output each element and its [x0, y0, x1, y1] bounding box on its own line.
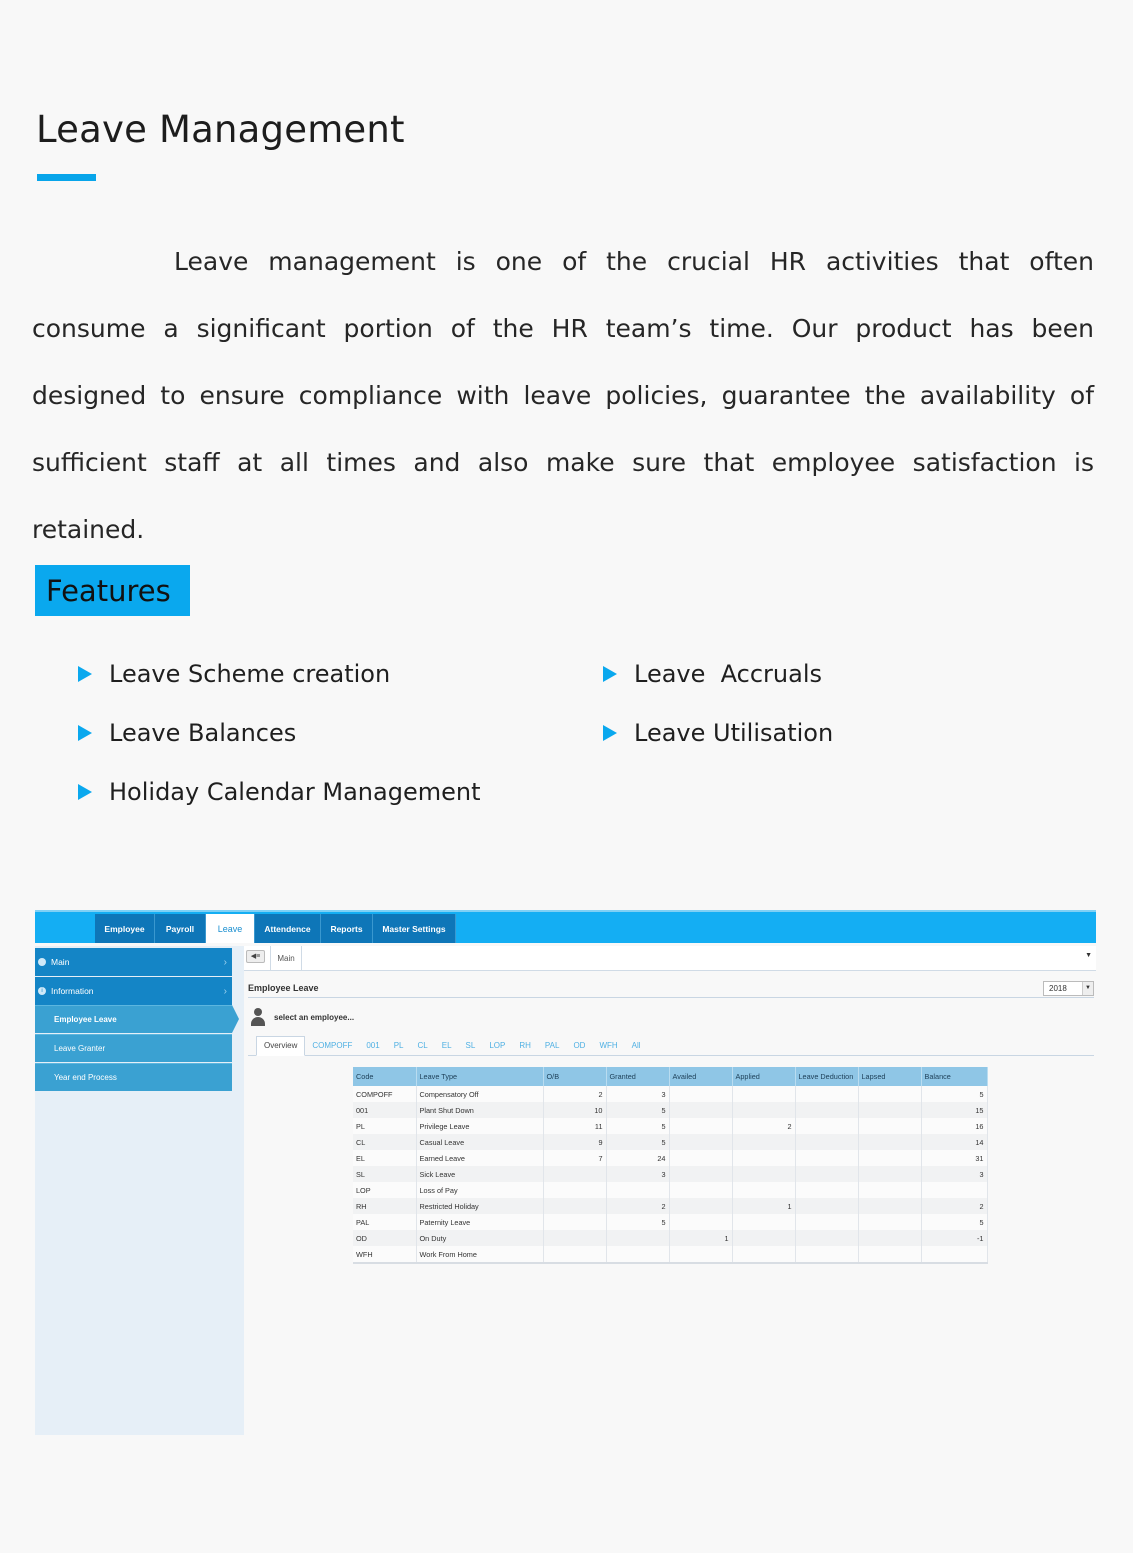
chevron-right-icon: › [223, 985, 227, 997]
triangle-bullet-icon [78, 784, 92, 800]
table-cell [858, 1102, 921, 1118]
feature-item [78, 660, 390, 688]
table-cell: LOP [353, 1182, 416, 1198]
table-row[interactable] [353, 1246, 987, 1263]
table-cell: 16 [921, 1118, 987, 1134]
feature-label: Leave Scheme creation [109, 660, 391, 688]
table-cell [669, 1118, 732, 1134]
feature-item [78, 778, 480, 806]
employee-placeholder: select an employee... [274, 1012, 355, 1022]
table-cell: 9 [543, 1134, 606, 1150]
table-cell [858, 1230, 921, 1246]
table-cell [921, 1246, 987, 1263]
table-cell: -1 [921, 1230, 987, 1246]
tab-compoff[interactable]: COMPOFF [312, 1041, 353, 1050]
table-cell: 5 [921, 1086, 987, 1102]
table-cell [732, 1166, 795, 1182]
triangle-bullet-icon [78, 725, 92, 741]
table-body [353, 1086, 987, 1263]
tab-bar [244, 946, 1096, 971]
table-cell [921, 1182, 987, 1198]
leave-balance-table [353, 1067, 988, 1264]
leave-type-tabs [248, 1034, 1094, 1056]
table-row[interactable] [353, 1214, 987, 1230]
table-cell [795, 1214, 858, 1230]
table-cell: 001 [353, 1102, 416, 1118]
table-header-row [353, 1067, 987, 1086]
tab-lop[interactable]: LOP [489, 1041, 506, 1050]
table-cell: 14 [921, 1134, 987, 1150]
table-cell [669, 1198, 732, 1214]
table-cell: 5 [921, 1214, 987, 1230]
tab-main[interactable]: Main [270, 946, 302, 970]
table-cell: 1 [669, 1230, 732, 1246]
column-header[interactable]: Lapsed [858, 1067, 921, 1086]
tab-wfh[interactable]: WFH [599, 1041, 618, 1050]
table-cell [732, 1102, 795, 1118]
feature-label: Holiday Calendar Management [109, 778, 481, 806]
table-cell [858, 1214, 921, 1230]
sidebar-item-label: Main [51, 957, 70, 967]
table-cell [858, 1198, 921, 1214]
app-screenshot [35, 910, 1096, 1435]
table-cell [858, 1086, 921, 1102]
table-cell [606, 1246, 669, 1263]
table-row[interactable] [353, 1086, 987, 1102]
table-cell [795, 1086, 858, 1102]
feature-label: Leave Balances [109, 719, 297, 747]
table-cell: EL [353, 1150, 416, 1166]
table-cell [858, 1150, 921, 1166]
sidebar [35, 946, 244, 1435]
table-cell: OD [353, 1230, 416, 1246]
table-cell: On Duty [416, 1230, 543, 1246]
triangle-bullet-icon [603, 725, 617, 741]
table-cell [543, 1214, 606, 1230]
table-cell: 2 [732, 1118, 795, 1134]
tab-rh[interactable]: RH [519, 1041, 531, 1050]
table-cell [795, 1246, 858, 1263]
table-cell: 3 [921, 1166, 987, 1182]
table-cell: PL [353, 1118, 416, 1134]
table-cell [732, 1246, 795, 1263]
table-cell [732, 1230, 795, 1246]
table-row[interactable] [353, 1182, 987, 1198]
table-cell: CL [353, 1134, 416, 1150]
top-navbar [35, 910, 1096, 943]
table-cell: Paternity Leave [416, 1214, 543, 1230]
tab-sl[interactable]: SL [465, 1041, 476, 1050]
table-cell: 24 [606, 1150, 669, 1166]
table-cell [795, 1166, 858, 1182]
table-row[interactable] [353, 1134, 987, 1150]
caret-down-icon[interactable]: ▼ [1085, 952, 1092, 959]
table-cell: RH [353, 1198, 416, 1214]
table-cell [858, 1166, 921, 1182]
feature-label: Leave Accruals [634, 660, 822, 688]
table-cell [669, 1214, 732, 1230]
table-cell: 7 [543, 1150, 606, 1166]
table-cell: SL [353, 1166, 416, 1182]
table-cell [669, 1086, 732, 1102]
table-cell [858, 1118, 921, 1134]
table-cell [732, 1214, 795, 1230]
tab-cl[interactable]: CL [417, 1041, 428, 1050]
divider [248, 997, 1094, 998]
table-row[interactable] [353, 1230, 987, 1246]
back-icon[interactable]: ◀≡ [246, 950, 265, 963]
table-cell [732, 1150, 795, 1166]
table-cell [795, 1198, 858, 1214]
table-cell: Restricted Holiday [416, 1198, 543, 1214]
table-cell [669, 1182, 732, 1198]
table-cell: 2 [921, 1198, 987, 1214]
column-header[interactable]: Leave Type [416, 1067, 543, 1086]
table-cell: Plant Shut Down [416, 1102, 543, 1118]
table-cell [606, 1182, 669, 1198]
column-header[interactable]: Code [353, 1067, 416, 1086]
table-cell: 31 [921, 1150, 987, 1166]
feature-label: Leave Utilisation [634, 719, 834, 747]
year-select[interactable] [1043, 981, 1094, 996]
table-cell [669, 1166, 732, 1182]
employee-selector[interactable] [250, 1008, 354, 1026]
table-cell: 2 [543, 1086, 606, 1102]
table-cell: Work From Home [416, 1246, 543, 1263]
table-cell: WFH [353, 1246, 416, 1263]
sidebar-item-employee-leave[interactable]: Employee Leave [35, 1005, 232, 1033]
feature-item [603, 719, 833, 747]
table-cell: Compensatory Off [416, 1086, 543, 1102]
active-item-pointer [232, 1005, 239, 1033]
table-cell: 5 [606, 1214, 669, 1230]
column-header[interactable]: Granted [606, 1067, 669, 1086]
sidebar-item-leave-granter[interactable]: Leave Granter [35, 1034, 232, 1062]
table-cell: 5 [606, 1118, 669, 1134]
table-cell [543, 1166, 606, 1182]
table-row[interactable] [353, 1166, 987, 1182]
table-cell: 15 [921, 1102, 987, 1118]
page-title: Leave Management [36, 108, 405, 151]
table-cell [543, 1198, 606, 1214]
table-cell: 5 [606, 1102, 669, 1118]
table-cell: 3 [606, 1086, 669, 1102]
table-cell [543, 1246, 606, 1263]
sidebar-item-main[interactable] [35, 948, 232, 976]
table-cell: COMPOFF [353, 1086, 416, 1102]
nav-attendence[interactable]: Attendence [255, 914, 321, 943]
feature-item [603, 660, 822, 688]
table-row[interactable] [353, 1150, 987, 1166]
nav-leave[interactable]: Leave [206, 914, 255, 943]
column-header[interactable]: O/B [543, 1067, 606, 1086]
features-heading: Features [35, 565, 190, 616]
nav-payroll[interactable]: Payroll [155, 914, 206, 943]
table-cell [795, 1182, 858, 1198]
column-header[interactable]: Leave Deduction [795, 1067, 858, 1086]
tab-pl[interactable]: PL [393, 1041, 404, 1050]
table-cell [669, 1150, 732, 1166]
table-cell: 3 [606, 1166, 669, 1182]
title-underline [37, 174, 96, 181]
table-cell [858, 1246, 921, 1263]
table-cell [732, 1134, 795, 1150]
table-cell: 10 [543, 1102, 606, 1118]
table-cell [795, 1134, 858, 1150]
table-cell: 2 [606, 1198, 669, 1214]
tab-el[interactable]: EL [441, 1041, 452, 1050]
table-cell: Earned Leave [416, 1150, 543, 1166]
tab-overview[interactable]: Overview [256, 1036, 305, 1056]
dropdown-arrow-icon: ▼ [1082, 982, 1093, 995]
intro-paragraph: Leave management is one of the crucial HR activities that often consume a significant portion of the HR team’s time. Our product has been designed to ensure compliance with leave policies, guarantee the availability of sufficient staff at all times and also make sure that employee satisfaction is retained. [32, 247, 1094, 544]
table-cell: Casual Leave [416, 1134, 543, 1150]
circle-icon [38, 958, 46, 966]
sidebar-item-year-end-process[interactable]: Year end Process [35, 1063, 232, 1091]
column-header[interactable]: Availed [669, 1067, 732, 1086]
main-panel [244, 946, 1096, 1435]
chevron-right-icon: › [223, 956, 227, 968]
nav-reports[interactable]: Reports [321, 914, 373, 943]
triangle-bullet-icon [603, 666, 617, 682]
nav-master-settings[interactable]: Master Settings [373, 914, 456, 943]
table-cell [543, 1182, 606, 1198]
table-row[interactable] [353, 1118, 987, 1134]
section-title: Employee Leave [248, 983, 319, 993]
table-cell [858, 1134, 921, 1150]
tab-001[interactable]: 001 [366, 1041, 380, 1050]
triangle-bullet-icon [78, 666, 92, 682]
table-cell [732, 1086, 795, 1102]
column-header[interactable]: Applied [732, 1067, 795, 1086]
table-row[interactable] [353, 1102, 987, 1118]
table-cell: Sick Leave [416, 1166, 543, 1182]
year-value: 2018 [1049, 984, 1067, 993]
table-cell: Privilege Leave [416, 1118, 543, 1134]
sidebar-item-information[interactable] [35, 977, 232, 1005]
tab-od[interactable]: OD [573, 1041, 586, 1050]
table-cell [858, 1182, 921, 1198]
sidebar-item-label: Information [51, 986, 94, 996]
table-cell: PAL [353, 1214, 416, 1230]
table-cell [606, 1230, 669, 1246]
info-icon: i [38, 987, 46, 995]
table-cell: 5 [606, 1134, 669, 1150]
nav-employee[interactable]: Employee [95, 914, 155, 943]
tab-all[interactable]: All [631, 1041, 641, 1050]
table-cell [795, 1102, 858, 1118]
feature-item [78, 719, 296, 747]
table-cell [669, 1246, 732, 1263]
tab-pal[interactable]: PAL [544, 1041, 560, 1050]
table-cell: 1 [732, 1198, 795, 1214]
table-cell [795, 1150, 858, 1166]
table-row[interactable] [353, 1198, 987, 1214]
table-cell [669, 1102, 732, 1118]
column-header[interactable]: Balance [921, 1067, 987, 1086]
table-cell [795, 1230, 858, 1246]
table-cell [795, 1118, 858, 1134]
table-cell [669, 1134, 732, 1150]
nav-menu [95, 914, 456, 943]
table-cell [543, 1230, 606, 1246]
table-cell: Loss of Pay [416, 1182, 543, 1198]
table-cell [732, 1182, 795, 1198]
person-icon [250, 1008, 266, 1026]
table-cell: 11 [543, 1118, 606, 1134]
